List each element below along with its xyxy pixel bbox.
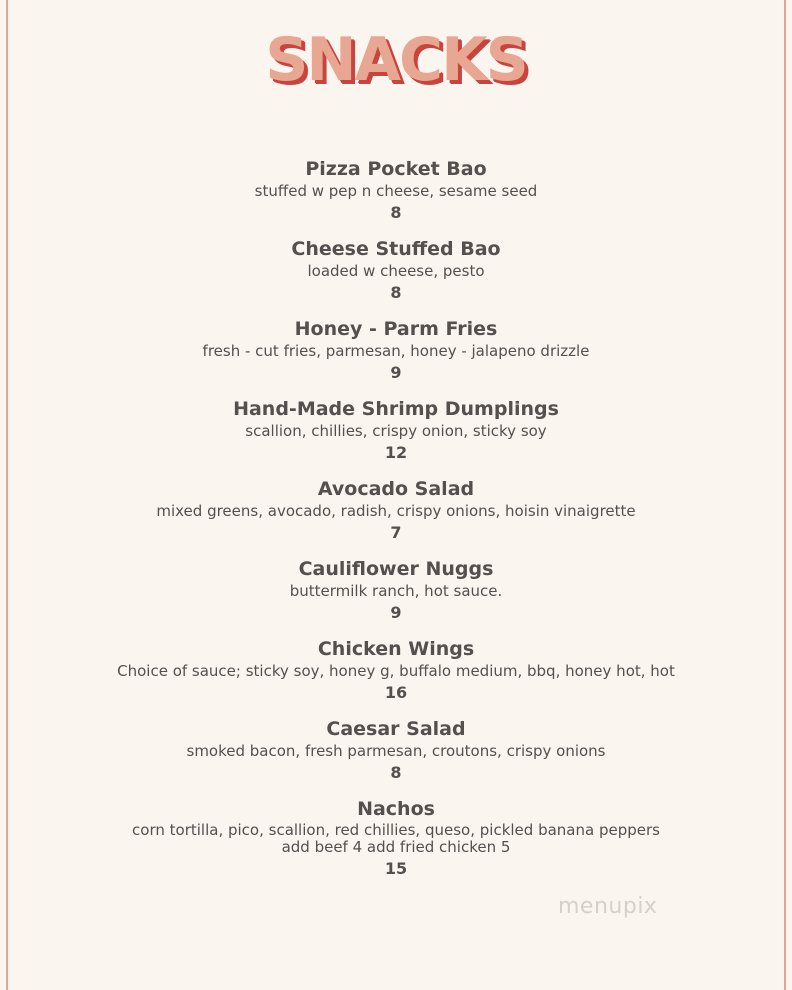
item-name: Cheese Stuffed Bao (291, 238, 501, 260)
item-price: 12 (384, 443, 408, 462)
item-name: Honey - Parm Fries (294, 318, 498, 340)
item-name: Chicken Wings (317, 638, 475, 660)
item-description: fresh - cut fries, parmesan, honey - jalapeno drizzle (202, 342, 590, 360)
item-description: corn tortilla, pico, scallion, red chillies, queso, pickled banana peppers (132, 821, 660, 839)
item-name: Nachos (357, 798, 435, 820)
item-price: 9 (390, 603, 402, 622)
item-description: smoked bacon, fresh parmesan, croutons, crispy onions (186, 742, 606, 760)
item-description: mixed greens, avocado, radish, crispy onions, hoisin vinaigrette (156, 502, 636, 520)
item-description: buttermilk ranch, hot sauce. (289, 582, 503, 600)
menu-title: SNACKS (265, 25, 527, 95)
item-price: 8 (390, 763, 402, 782)
menu-item (0, 556, 792, 636)
menu-item (0, 396, 792, 476)
item-description: scallion, chillies, crispy onion, sticky soy (245, 422, 547, 440)
item-name: Hand-Made Shrimp Dumplings (233, 398, 559, 420)
menu-item (0, 796, 792, 876)
item-name: Caesar Salad (326, 718, 466, 740)
item-price: 7 (390, 523, 402, 542)
item-addons: add beef 4 add fried chicken 5 (281, 838, 511, 856)
menu-item (0, 716, 792, 796)
item-name: Cauliflower Nuggs (298, 558, 494, 580)
item-name: Pizza Pocket Bao (305, 158, 487, 180)
menu-item (0, 316, 792, 396)
item-price: 16 (384, 683, 408, 702)
item-name: Avocado Salad (317, 478, 475, 500)
item-price: 8 (390, 283, 402, 302)
menu-item (0, 236, 792, 316)
item-price: 9 (390, 363, 402, 382)
menu-item (0, 636, 792, 716)
item-description: Choice of sauce; sticky soy, honey g, buffalo medium, bbq, honey hot, hot (117, 662, 675, 680)
menu-item (0, 476, 792, 556)
item-description: loaded w cheese, pesto (307, 262, 485, 280)
menupix-watermark: menupix (558, 894, 658, 919)
item-price: 8 (390, 203, 402, 222)
item-price: 15 (384, 859, 408, 878)
menu-item (0, 156, 792, 236)
menu-list (0, 156, 792, 876)
item-description: stuffed w pep n cheese, sesame seed (254, 182, 538, 200)
